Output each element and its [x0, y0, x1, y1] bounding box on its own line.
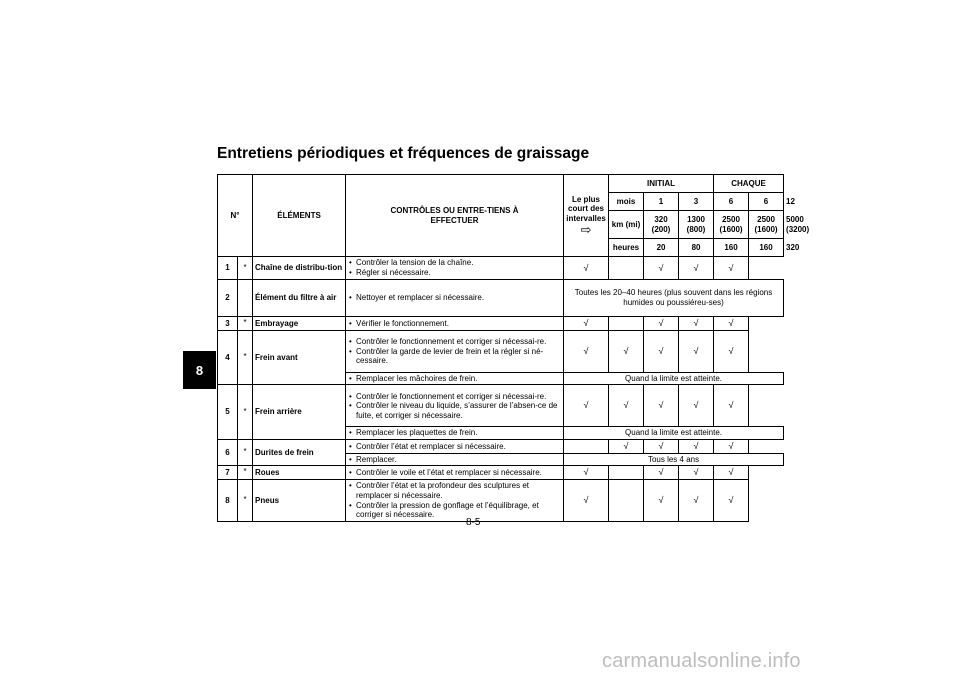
- header-every: CHAQUE: [714, 175, 784, 193]
- table-row: [218, 280, 784, 317]
- header-initial: INITIAL: [609, 175, 714, 193]
- unit-value: 2500 (1600): [714, 211, 749, 239]
- action-item: • Contrôler le voile et l’état et remplacer si nécessaire.: [349, 468, 560, 478]
- interval-note: Quand la limite est atteinte.: [564, 427, 784, 440]
- header-shortest-interval: [564, 175, 609, 257]
- table-row: [218, 385, 784, 427]
- interval-note: Tous les 4 ans: [564, 453, 784, 466]
- element-name: Élément du filtre à air: [253, 280, 346, 317]
- watermark: carmanualsonline.info: [602, 650, 801, 672]
- check-cell: [609, 257, 644, 280]
- table-row: [218, 330, 784, 372]
- row-number: 6: [218, 439, 238, 465]
- unit-label: heures: [609, 239, 644, 257]
- check-cell: √: [564, 466, 609, 480]
- check-cell: √: [714, 466, 749, 480]
- star-marker: *: [238, 317, 253, 331]
- header-elements: ÉLÉMENTS: [253, 175, 346, 257]
- row-number: 7: [218, 466, 238, 480]
- unit-value: 160: [714, 239, 749, 257]
- check-cell: √: [679, 257, 714, 280]
- unit-value: 1300 (800): [679, 211, 714, 239]
- star-marker: *: [238, 439, 253, 465]
- action-item: • Régler si nécessaire.: [349, 268, 560, 278]
- check-cell: √: [644, 257, 679, 280]
- page-number: 8-5: [466, 517, 481, 528]
- check-cell: √: [714, 257, 749, 280]
- unit-value: 1: [644, 193, 679, 211]
- header-controls: CONTRÔLES OU ENTRE-TIENS À EFFECTUER: [346, 175, 564, 257]
- action-item: • Contrôler l’état et la profondeur des sculptures et remplacer si nécessaire.: [349, 481, 560, 500]
- action-list: [346, 257, 564, 280]
- star-marker: *: [238, 480, 253, 522]
- check-cell: √: [564, 480, 609, 522]
- action-item: • Remplacer.: [349, 455, 560, 465]
- check-cell: [609, 466, 644, 480]
- check-cell: [564, 439, 609, 453]
- unit-label: km (mi): [609, 211, 644, 239]
- check-cell: √: [679, 480, 714, 522]
- action-item: • Contrôler l’état et remplacer si nécessaire.: [349, 442, 560, 452]
- check-cell: √: [564, 385, 609, 427]
- action-list: [346, 480, 564, 522]
- action-item: • Remplacer les mâchoires de frein.: [349, 374, 560, 384]
- action-item: • Remplacer les plaquettes de frein.: [349, 428, 560, 438]
- unit-value: 80: [679, 239, 714, 257]
- table-row: [218, 439, 784, 453]
- action-item: • Contrôler la garde de levier de frein et la régler si né-cessaire.: [349, 347, 560, 366]
- shortest-interval-label: Le plus court des intervalles: [566, 194, 606, 223]
- action-item: • Nettoyer et remplacer si nécessaire.: [349, 293, 560, 303]
- action-list: [346, 453, 564, 466]
- page-title: Entretiens périodiques et fréquences de graissage: [217, 145, 590, 162]
- check-cell: √: [714, 317, 749, 331]
- check-cell: √: [609, 330, 644, 372]
- action-list: [346, 372, 564, 385]
- check-cell: √: [644, 330, 679, 372]
- unit-value: 6: [714, 193, 749, 211]
- check-cell: √: [644, 480, 679, 522]
- action-item: • Vérifier le fonctionnement.: [349, 319, 560, 329]
- row-number: 3: [218, 317, 238, 331]
- check-cell: √: [714, 480, 749, 522]
- action-list: [346, 385, 564, 427]
- action-item: • Contrôler le fonctionnement et corriger si nécessai-re.: [349, 337, 560, 347]
- check-cell: √: [564, 257, 609, 280]
- maintenance-table: N° ÉLÉMENTS CONTRÔLES OU ENTRE-TIENS À EFFECTUER Le plus court des intervalles ⇨ INITIAL CHAQUE mois 1 3 6 6 12 km (mi) 320 (200) 1300 (800) 2500 (1600) 2500 (1600) 5000 (3200) heures 20 80 160 160 320 1 * Chaîne de distribu-tion • Contrôler la tension de la chaîne. • Régler si nécessaire. √ √ √ √ 2 Élément du filtre à air • Nettoyer et remplacer si nécessaire. Toutes les 20–40 heures (plus souvent dans les régions humides ou poussiéreu-ses) 3 * Embrayage • Vérifier le fonctionnement. √ √ √ √ 4 * Frein avant • Contrôler le fonctionnement et corriger si nécessai-re. • Contrôler la garde de levier de frein et la régler si né-cessaire. √ √ √ √ √ • Remplacer les mâchoires de frein. Quand la limite est atteinte. 5 * Frein arrière • Contrôler le fonctionnement et corriger si nécessai-re. • Contrôler le niveau du liquide, s’assurer de l’absen-ce de fuite, et corriger si nécessaire. √ √ √ √ √ • Remplacer les plaquettes de frein. Quand la limite est atteinte. 6 * Durites de frein • Contrôler l’état et remplacer si nécessaire. √ √ √ √ • Remplacer. Tous les 4 ans 7 * Roues • Contrôler le voile et l’état et remplacer si nécessaire. √ √ √ √ 8 * Pneus • Contrôler l’état et la profondeur des sculptures et remplacer si nécessaire. • Contrôler la pression de gonflage et l’équilibrage, et corriger si nécessaire. √ √ √ √: [217, 174, 784, 522]
- star-marker: *: [238, 466, 253, 480]
- row-number: 5: [218, 385, 238, 440]
- element-name: Pneus: [253, 480, 346, 522]
- check-cell: √: [714, 385, 749, 427]
- check-cell: √: [679, 439, 714, 453]
- unit-value: 160: [749, 239, 784, 257]
- element-name: Frein arrière: [253, 385, 346, 440]
- action-item: • Contrôler le fonctionnement et corriger si nécessai-re.: [349, 392, 560, 402]
- check-cell: √: [564, 317, 609, 331]
- check-cell: √: [644, 317, 679, 331]
- check-cell: √: [644, 439, 679, 453]
- unit-value: 3: [679, 193, 714, 211]
- check-cell: √: [609, 439, 644, 453]
- check-cell: √: [679, 385, 714, 427]
- table-row: [218, 480, 784, 522]
- unit-value: 6: [749, 193, 784, 211]
- check-cell: [609, 480, 644, 522]
- chapter-tab: 8: [183, 351, 216, 389]
- star-marker: *: [238, 385, 253, 440]
- action-list: [346, 280, 564, 317]
- row-number: 4: [218, 330, 238, 385]
- action-item: • Contrôler la pression de gonflage et l’équilibrage, et corriger si nécessaire.: [349, 501, 560, 520]
- row-number: 8: [218, 480, 238, 522]
- action-item: • Contrôler le niveau du liquide, s’assurer de l’absen-ce de fuite, et corriger si nécessaire.: [349, 401, 560, 420]
- check-cell: √: [564, 330, 609, 372]
- action-list: [346, 439, 564, 453]
- element-name: Roues: [253, 466, 346, 480]
- row-number: 2: [218, 280, 238, 317]
- interval-note: Quand la limite est atteinte.: [564, 372, 784, 385]
- action-list: [346, 330, 564, 372]
- header-no: N°: [218, 175, 253, 257]
- table-row: [218, 466, 784, 480]
- check-cell: √: [644, 466, 679, 480]
- element-name: Chaîne de distribu-tion: [253, 257, 346, 280]
- star-marker: [238, 280, 253, 317]
- check-cell: √: [679, 317, 714, 331]
- unit-value: 2500 (1600): [749, 211, 784, 239]
- element-name: Embrayage: [253, 317, 346, 331]
- action-item: • Contrôler la tension de la chaîne.: [349, 258, 560, 268]
- element-name: Durites de frein: [253, 439, 346, 465]
- check-cell: √: [679, 466, 714, 480]
- unit-value: 320 (200): [644, 211, 679, 239]
- check-cell: √: [644, 385, 679, 427]
- arrow-right-icon: ⇨: [580, 222, 592, 238]
- unit-value: 20: [644, 239, 679, 257]
- check-cell: √: [609, 385, 644, 427]
- check-cell: √: [714, 439, 749, 453]
- check-cell: √: [714, 330, 749, 372]
- star-marker: *: [238, 257, 253, 280]
- action-list: [346, 427, 564, 440]
- check-cell: [609, 317, 644, 331]
- star-marker: *: [238, 330, 253, 385]
- check-cell: √: [679, 330, 714, 372]
- action-list: [346, 317, 564, 331]
- table-row: [218, 257, 784, 280]
- action-list: [346, 466, 564, 480]
- row-number: 1: [218, 257, 238, 280]
- table-row: [218, 317, 784, 331]
- unit-label: mois: [609, 193, 644, 211]
- element-name: Frein avant: [253, 330, 346, 385]
- interval-note: Toutes les 20–40 heures (plus souvent dans les régions humides ou poussiéreu-ses): [564, 280, 784, 317]
